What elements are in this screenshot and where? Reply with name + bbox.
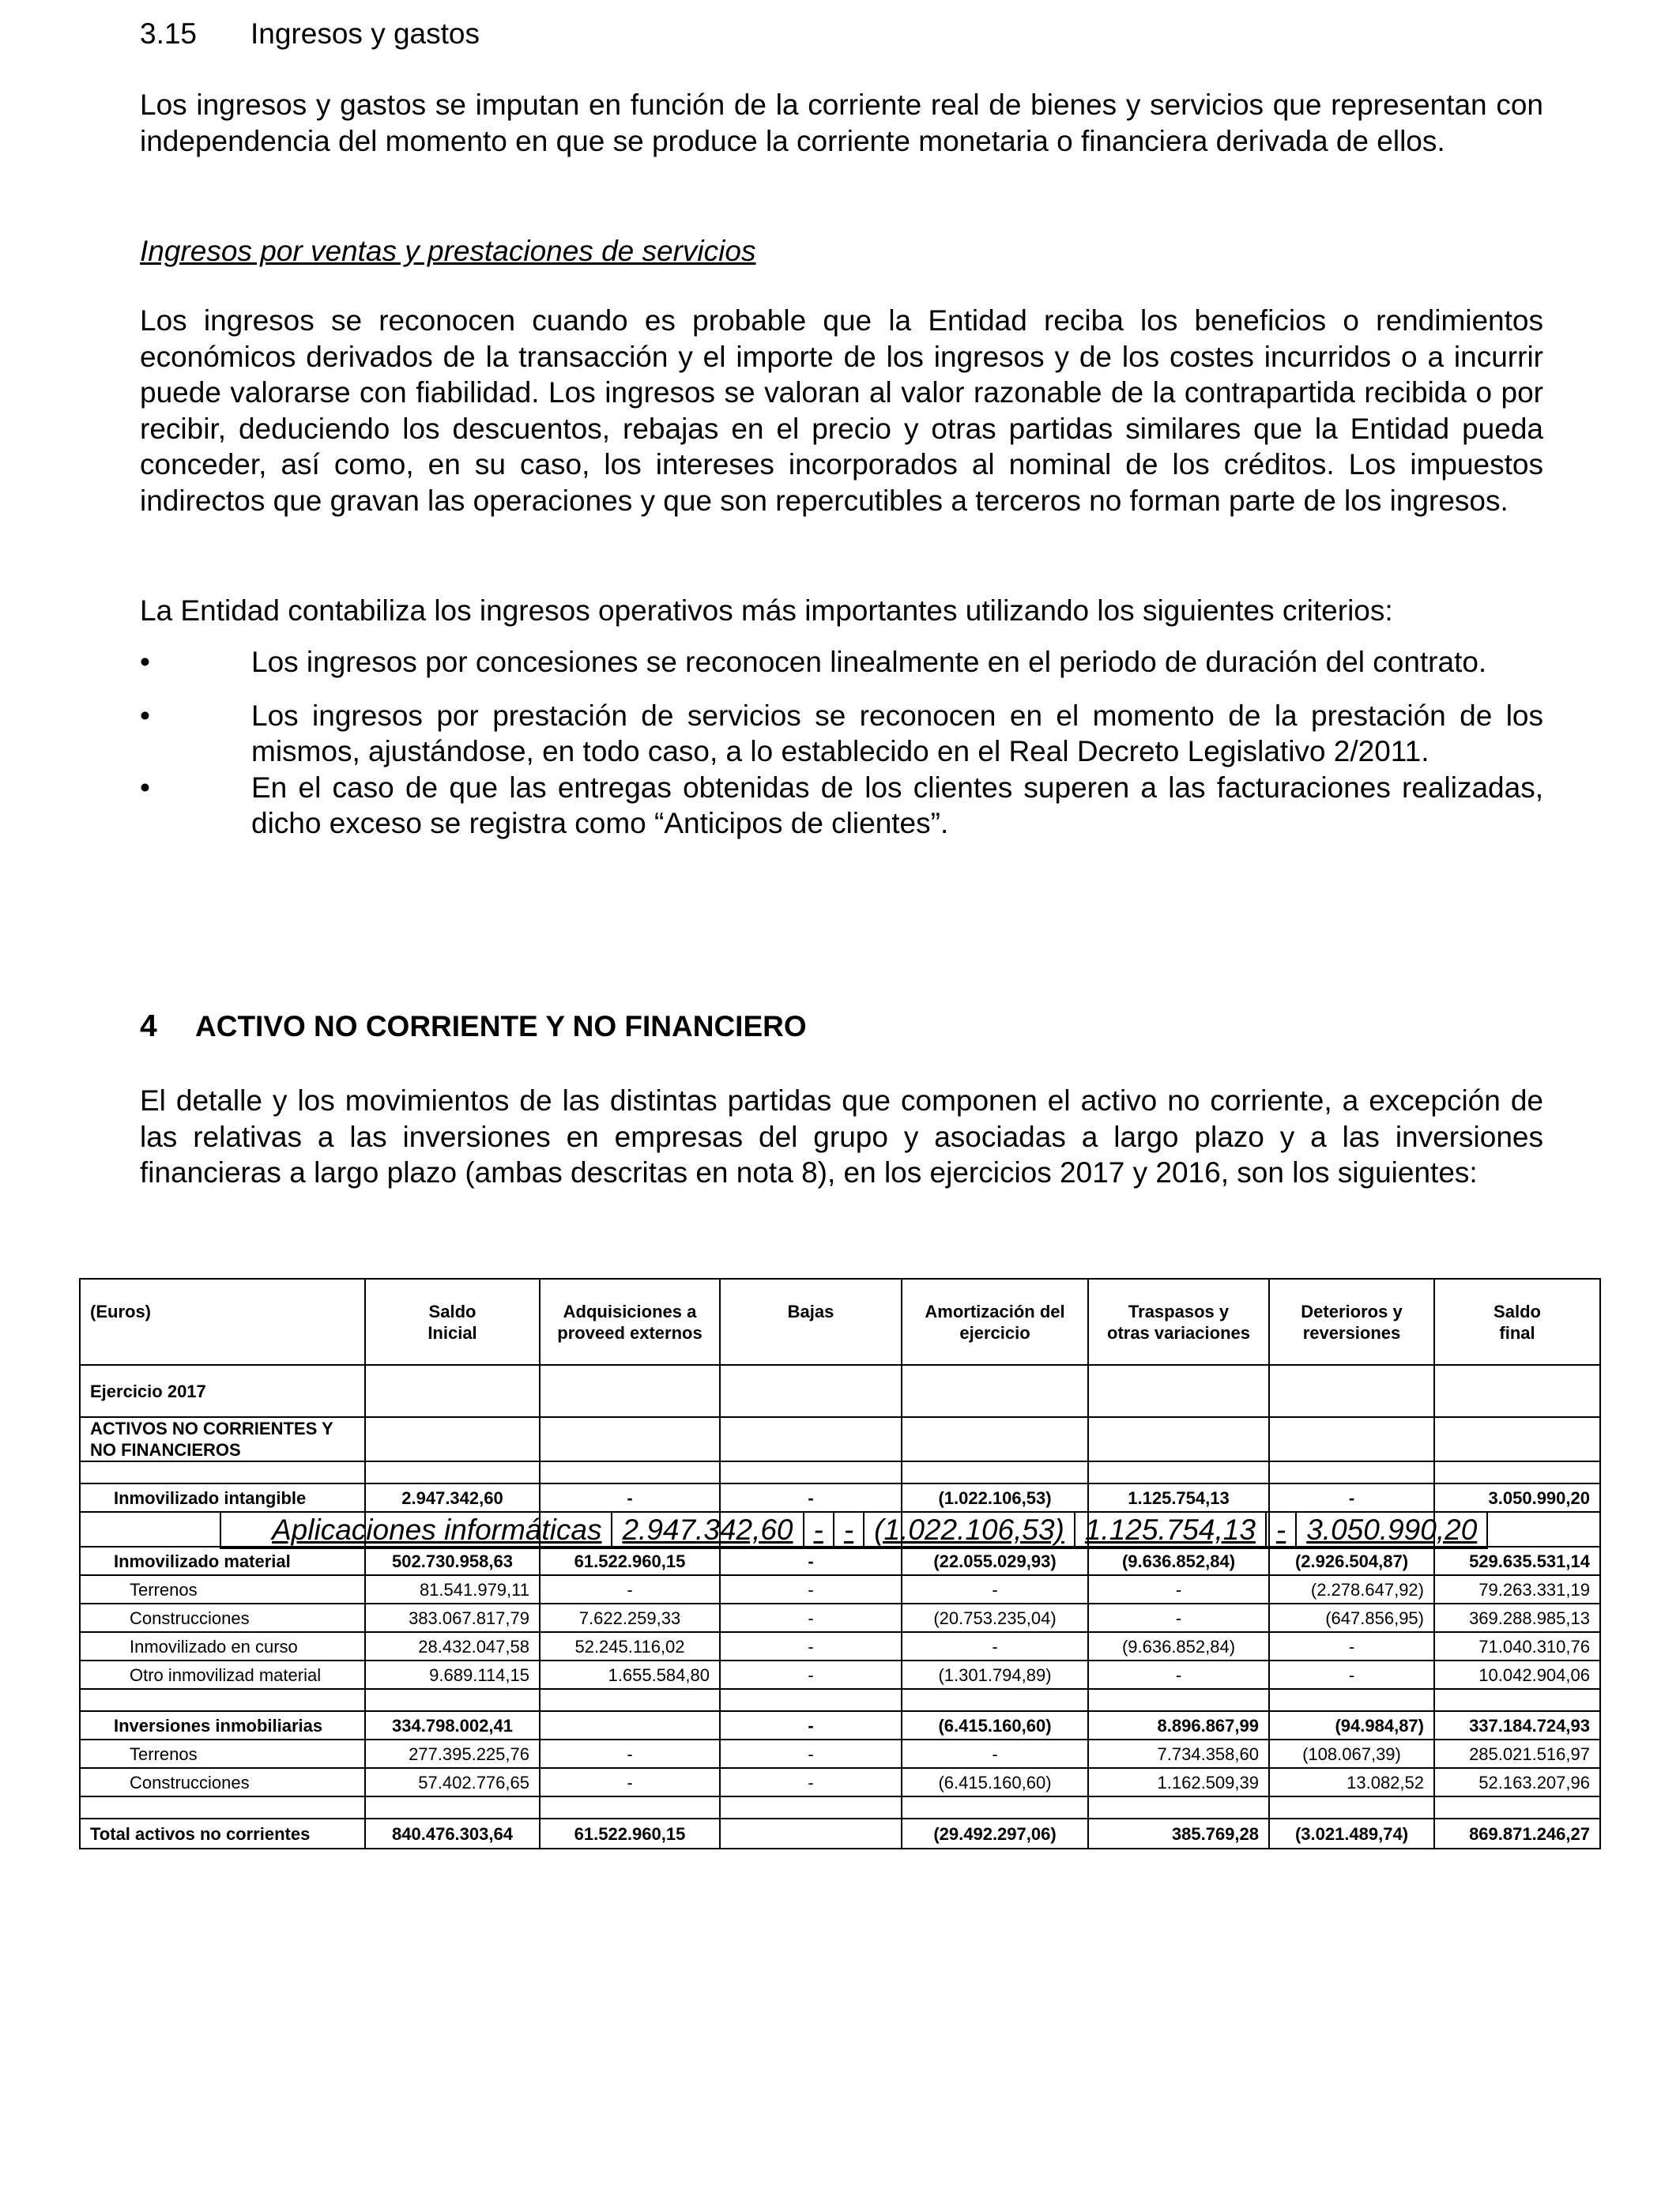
table-row [80, 1632, 1600, 1661]
cell-amortizacion: (6.415.160,60) [902, 1711, 1088, 1740]
cell-traspasos: 8.896.867,99 [1088, 1711, 1269, 1740]
header-euros: (Euros) [80, 1279, 365, 1365]
cell-saldo-inicial: 502.730.958,63 [365, 1547, 540, 1575]
subheading-ingresos-ventas: Ingresos por ventas y prestaciones de servicios [140, 235, 756, 267]
cell-traspasos: 7.734.358,60 [1088, 1740, 1269, 1768]
cell-saldo-final: 71.040.310,76 [1434, 1632, 1600, 1661]
section-3-15-heading [140, 17, 480, 51]
bullet-icon: • [140, 646, 150, 678]
bullet-icon: • [140, 771, 150, 804]
cell-adquisiciones: - [540, 1575, 720, 1604]
cell-deterioros: - [1269, 1661, 1434, 1689]
cell-saldo-inicial: 383.067.817,79 [365, 1604, 540, 1632]
cell-saldo-final: 285.021.516,97 [1434, 1740, 1600, 1768]
cell-adquisiciones: 61.522.960,15 [540, 1547, 720, 1575]
cell-adquisiciones: 52.245.116,02 [540, 1632, 720, 1661]
cell-saldo-inicial: 28.432.047,58 [365, 1632, 540, 1661]
cell-amortizacion: - [902, 1575, 1088, 1604]
cell-concepto: Total activos no corrientes [80, 1819, 365, 1849]
section-4-heading [140, 1009, 807, 1044]
header-bajas: Bajas [720, 1279, 902, 1365]
cell-traspasos: 1.162.509,39 [1088, 1768, 1269, 1796]
header-deterioros: Deterioros y reversiones [1269, 1279, 1434, 1365]
cell-saldo-inicial: 57.402.776,65 [365, 1768, 540, 1796]
cell-concepto: Inmovilizado en curso [80, 1632, 365, 1661]
cell-amortizacion: (1.022.106,53) [902, 1483, 1088, 1512]
table-row [80, 1575, 1600, 1604]
cell-amortizacion: - [902, 1632, 1088, 1661]
cell-saldo-inicial: 2.947.342,60 [365, 1483, 540, 1512]
cell-concepto: Construcciones [80, 1768, 365, 1796]
cell-amortizacion: (6.415.160,60) [902, 1768, 1088, 1796]
cell-traspasos: (9.636.852,84) [1088, 1547, 1269, 1575]
header-traspasos: Traspasos y otras variaciones [1088, 1279, 1269, 1365]
cell-concepto: Inmovilizado intangible [80, 1483, 365, 1512]
table-row [80, 1604, 1600, 1632]
cell-adquisiciones: 7.622.259,33 [540, 1604, 720, 1632]
cell-bajas: - [720, 1632, 902, 1661]
cell-deterioros: (108.067,39) [1269, 1740, 1434, 1768]
paragraph-criterios: La Entidad contabiliza los ingresos operativos más importantes utilizando los siguientes criterios: [140, 594, 1393, 627]
cell-bajas: - [720, 1547, 902, 1575]
table-row [80, 1768, 1600, 1796]
cell-adquisiciones: - [540, 1740, 720, 1768]
table-row-total [80, 1819, 1600, 1849]
cell-saldo-inicial: 277.395.225,76 [365, 1740, 540, 1768]
cell-adquisiciones: - [804, 1512, 834, 1548]
cell-saldo-final: 3.050.990,20 [1296, 1512, 1487, 1548]
cell-traspasos: 385.769,28 [1088, 1819, 1269, 1849]
cell-saldo-inicial: 9.689.114,15 [365, 1661, 540, 1689]
cell-bajas: - [720, 1604, 902, 1632]
table-row-spacer [80, 1461, 1600, 1483]
cell-deterioros: (94.984,87) [1269, 1711, 1434, 1740]
cell-saldo-final: 3.050.990,20 [1434, 1483, 1600, 1512]
cell-amortizacion: (29.492.297,06) [902, 1819, 1088, 1849]
table-row [80, 1711, 1600, 1740]
cell-saldo-inicial: 81.541.979,11 [365, 1575, 540, 1604]
table-row [80, 1661, 1600, 1689]
cell-deterioros: - [1269, 1483, 1434, 1512]
header-saldo-final: Saldo final [1434, 1279, 1600, 1365]
cell-saldo-inicial: 2.947.342,60 [612, 1512, 803, 1548]
cell-bajas: - [834, 1512, 864, 1548]
table-row [80, 1547, 1600, 1575]
section-number: 3.15 [140, 17, 198, 50]
header-amortizacion: Amortización del ejercicio [902, 1279, 1088, 1365]
cell-concepto: Terrenos [80, 1575, 365, 1604]
header-saldo-inicial: Saldo Inicial [365, 1279, 540, 1365]
section-number: 4 [140, 1009, 157, 1043]
cell-traspasos: - [1088, 1661, 1269, 1689]
cell-saldo-final: 529.635.531,14 [1434, 1547, 1600, 1575]
table-row-spacer [80, 1796, 1600, 1819]
cell-concepto: Terrenos [80, 1740, 365, 1768]
table-row-activos [80, 1417, 1600, 1461]
cell-concepto: Inmovilizado material [80, 1547, 365, 1575]
cell-adquisiciones: 1.655.584,80 [540, 1661, 720, 1689]
cell-saldo-final: 369.288.985,13 [1434, 1604, 1600, 1632]
ejercicio-label: Ejercicio 2017 [80, 1365, 365, 1417]
cell-bajas: - [720, 1483, 902, 1512]
list-item [140, 770, 1543, 842]
cell-bajas: - [720, 1575, 902, 1604]
cell-bajas: - [720, 1661, 902, 1689]
cell-traspasos: - [1088, 1575, 1269, 1604]
cell-bajas: - [720, 1768, 902, 1796]
cell-deterioros: - [1266, 1512, 1296, 1548]
activos-label: ACTIVOS NO CORRIENTES Y NO FINANCIEROS [80, 1417, 365, 1461]
cell-deterioros: 13.082,52 [1269, 1768, 1434, 1796]
cell-amortizacion: (1.301.794,89) [902, 1661, 1088, 1689]
list-item [140, 644, 1543, 680]
paragraph-ingresos-gastos: Los ingresos y gastos se imputan en función de la corriente real de bienes y servicios que representan con independencia del momento en que se produce la corriente monetaria o financiera derivada de ellos. [140, 89, 1543, 157]
cell-traspasos: (9.636.852,84) [1088, 1632, 1269, 1661]
cell-saldo-final: 79.263.331,19 [1434, 1575, 1600, 1604]
bullet-icon: • [140, 699, 150, 732]
table-row [80, 1740, 1600, 1768]
cell-concepto: Construcciones [80, 1604, 365, 1632]
activo-no-corriente-table [79, 1278, 1601, 1849]
paragraph-reconocimiento: Los ingresos se reconocen cuando es probable que la Entidad reciba los beneficios o rendimientos económicos derivados de la transacción y el importe de los ingresos y de los costes incurridos o a incurrir puede valorarse con fiabilidad. Los ingresos se valoran al valor razonable de la contrapartida recibida o por recibir, deduciendo los descuentos, rebajas en el precio y otras partidas similares que la Entidad pueda conceder, así como, en su caso, los intereses incorporados al nominal de los créditos. Los impuestos indirectos que gravan las operaciones y que son repercutibles a terceros no forman parte de los ingresos. [140, 304, 1543, 517]
cell-traspasos: 1.125.754,13 [1088, 1483, 1269, 1512]
paragraph-detalle: El detalle y los movimientos de las distintas partidas que componen el activo no corriente, a excepción de las relativas a las inversiones en empresas del grupo y asociadas a largo plazo y a las inversiones financieras a largo plazo (ambas descritas en nota 8), en los ejercicios 2017 y 2016, son los siguientes: [140, 1084, 1543, 1189]
cell-traspasos: 1.125.754,13 [1075, 1512, 1266, 1548]
list-item-text: En el caso de que las entregas obtenidas de los clientes superen a las facturaciones realizadas, dicho exceso se registra como “Anticipos de clientes”. [251, 771, 1543, 839]
list-item-text: Los ingresos por concesiones se reconocen linealmente en el periodo de duración del contrato. [251, 646, 1487, 678]
cell-bajas: - [720, 1740, 902, 1768]
table-row [220, 1512, 1488, 1549]
table-header-row [80, 1279, 1600, 1365]
cell-bajas [720, 1819, 902, 1849]
cell-amortizacion: (20.753.235,04) [902, 1604, 1088, 1632]
header-adquisiciones: Adquisiciones a proveed externos [540, 1279, 720, 1365]
section-title: ACTIVO NO CORRIENTE Y NO FINANCIERO [195, 1010, 807, 1042]
cell-concepto: Aplicaciones informáticas [220, 1512, 612, 1548]
cell-concepto: Otro inmovilizad material [80, 1661, 365, 1689]
cell-adquisiciones: 61.522.960,15 [540, 1819, 720, 1849]
cell-saldo-final: 52.163.207,96 [1434, 1768, 1600, 1796]
table-row-ejercicio [80, 1365, 1600, 1417]
list-item [140, 698, 1543, 770]
cell-deterioros: (3.021.489,74) [1269, 1819, 1434, 1849]
cell-saldo-final: 337.184.724,93 [1434, 1711, 1600, 1740]
cell-saldo-inicial: 334.798.002,41 [365, 1711, 540, 1740]
cell-amortizacion: (1.022.106,53) [864, 1512, 1075, 1548]
cell-adquisiciones: - [540, 1768, 720, 1796]
table-row-spacer [80, 1689, 1600, 1711]
criteria-list [140, 644, 1543, 842]
cell-traspasos: - [1088, 1604, 1269, 1632]
cell-deterioros: (2.278.647,92) [1269, 1575, 1434, 1604]
cell-saldo-final: 869.871.246,27 [1434, 1819, 1600, 1849]
cell-adquisiciones [540, 1711, 720, 1740]
cell-saldo-inicial: 840.476.303,64 [365, 1819, 540, 1849]
cell-adquisiciones: - [540, 1483, 720, 1512]
section-title: Ingresos y gastos [250, 17, 480, 50]
cell-deterioros: (2.926.504,87) [1269, 1547, 1434, 1575]
cell-amortizacion: (22.055.029,93) [902, 1547, 1088, 1575]
cell-bajas: - [720, 1711, 902, 1740]
cell-deterioros: (647.856,95) [1269, 1604, 1434, 1632]
cell-amortizacion: - [902, 1740, 1088, 1768]
cell-saldo-final: 10.042.904,06 [1434, 1661, 1600, 1689]
cell-concepto: Inversiones inmobiliarias [80, 1711, 365, 1740]
cell-deterioros: - [1269, 1632, 1434, 1661]
table-row [80, 1483, 1600, 1512]
list-item-text: Los ingresos por prestación de servicios se reconocen en el momento de la prestación de los mismos, ajustándose, en todo caso, a lo establecido en el Real Decreto Legislativo 2/2011. [251, 699, 1543, 767]
